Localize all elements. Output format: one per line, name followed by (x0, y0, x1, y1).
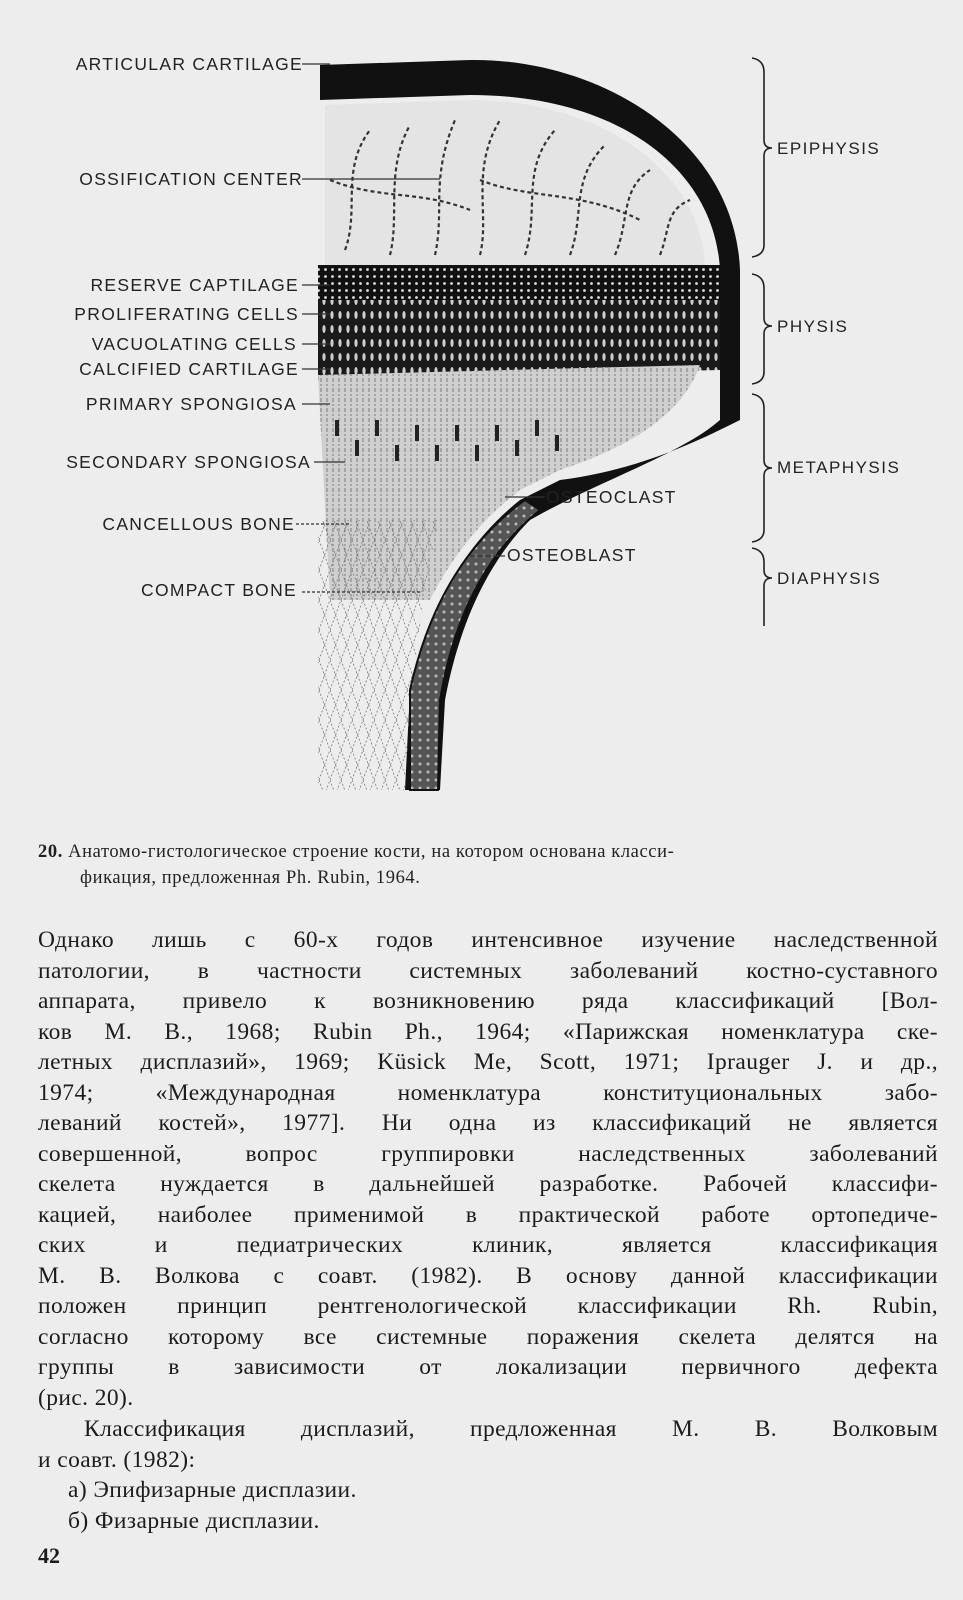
region-metaphysis: METAPHYSIS (777, 458, 901, 477)
label-primary-spongiosa: PRIMARY SPONGIOSA (85, 394, 297, 414)
label-reserve-cartilage: RESERVE CAPTILAGE (90, 275, 299, 295)
region-diaphysis: DIAPHYSIS (777, 569, 882, 588)
label-proliferating-cells: PROLIFERATING CELLS (74, 304, 299, 324)
label-osteoblast: OSTEOBLAST (507, 545, 637, 565)
list-item: а) Эпифизарные дисплазии. (68, 1477, 357, 1503)
text-line: ских и педиатрических клиник, является классификация (38, 1232, 938, 1258)
text-line: положен принцип рентгенологической классификации Rh. Rubin, (38, 1293, 938, 1319)
label-compact-bone: COMPACT BONE (141, 580, 297, 600)
caption-line-2: фикация, предложенная Ph. Rubin, 1964. (80, 868, 421, 888)
caption-line-1: Анатомо-гистологическое строение кости, на котором основана класси- (68, 842, 675, 862)
caption-number: 20. (38, 842, 63, 862)
label-osteoclast: OSTEOCLAST (546, 487, 677, 507)
label-vacuolating-cells: VACUOLATING CELLS (91, 334, 297, 354)
text-line: М. В. Волкова с соавт. (1982). В основу данной классификации (38, 1262, 938, 1289)
text-line: группы в зависимости от локализации первичного дефекта (38, 1354, 938, 1380)
text-line: летных дисплазий», 1969; Küsick Me, Scott, 1971; Iprauger J. и др., (38, 1049, 938, 1075)
list-item: б) Физарные дисплазии. (68, 1507, 320, 1534)
paragraph-2 (38, 1414, 938, 1536)
paragraph-1 (38, 925, 938, 1413)
figure-caption (38, 839, 938, 891)
text-line: согласно которому все системные поражения скелета делятся на (38, 1323, 938, 1350)
text-line: аппарата, привело к возникновению ряда классификаций [Вол- (38, 988, 938, 1014)
text-line: совершенной, вопрос группировки наследственных заболеваний (38, 1140, 938, 1167)
text-line: леваний костей», 1977]. Ни одна из классификаций не является (38, 1110, 938, 1136)
page-number: 42 (38, 1543, 60, 1568)
region-epiphysis: EPIPHYSIS (777, 139, 881, 158)
label-ossification-center: OSSIFICATION CENTER (79, 169, 303, 189)
text-line: ков М. В., 1968; Rubin Ph., 1964; «Парижская номенклатура ске- (38, 1018, 938, 1045)
label-calcified-cartilage: CALCIFIED CARTILAGE (79, 359, 299, 379)
text-line: и соавт. (1982): (38, 1446, 196, 1473)
label-secondary-spongiosa: SECONDARY SPONGIOSA (66, 452, 311, 472)
text-line: кацией, наиболее применимой в практической работе ортопедиче- (38, 1201, 938, 1228)
region-physis: PHYSIS (777, 317, 849, 336)
label-articular-cartilage: ARTICULAR CARTILAGE (75, 54, 303, 74)
text-line: Однако лишь с 60-х годов интенсивное изучение наследственной (38, 927, 938, 953)
text-line: патологии, в частности системных заболеваний костно-суставного (38, 957, 938, 984)
text-line: Классификация дисплазий, предложенная М. В. Волковым (84, 1416, 938, 1442)
text-line: скелета нуждается в дальнейшей разработке. Рабочей классифи- (38, 1171, 938, 1197)
label-cancellous-bone: CANCELLOUS BONE (102, 514, 295, 534)
text-line: 1974; «Международная номенклатура конституциональных забо- (38, 1079, 938, 1106)
text-line: (рис. 20). (38, 1384, 134, 1411)
